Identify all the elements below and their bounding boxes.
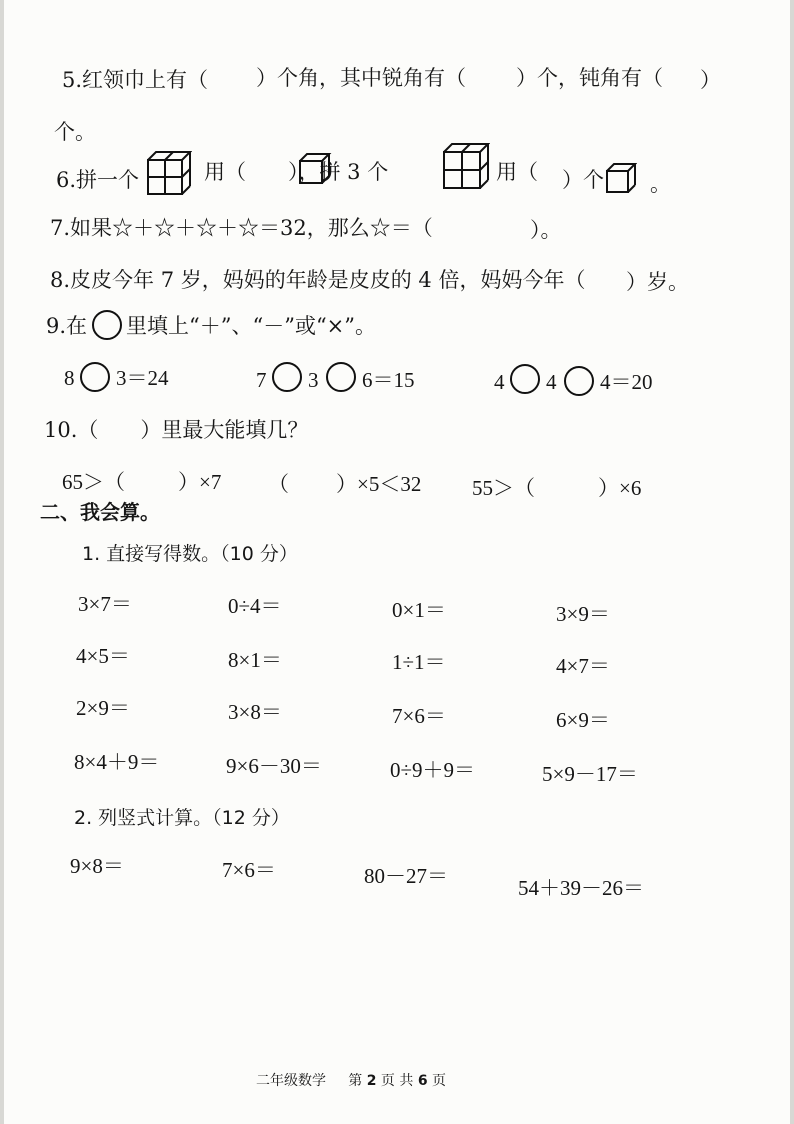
vertical-calc-item: 80－27＝ (364, 864, 448, 888)
calc-item: 0÷9＋9＝ (390, 758, 476, 782)
footer-page-number: 2 (366, 1073, 377, 1089)
q10-e1-b: ）×7 (178, 470, 222, 494)
calc-item: 8×4＋9＝ (74, 750, 160, 774)
calc-item: 7×6＝ (392, 704, 446, 728)
q9-e3-b: 4 (546, 370, 557, 394)
section2-title: 二、我会算。 (40, 500, 160, 524)
q5-text-4: ） (700, 68, 721, 92)
footer-page-mid: 页 共 (380, 1073, 414, 1089)
q6-text-4: 用（ (496, 160, 538, 184)
footer-subject: 二年级数学 (256, 1073, 326, 1089)
vertical-calc-item: 7×6＝ (222, 858, 276, 882)
small-cube-icon (298, 152, 332, 186)
q9-e1-a: 8 (64, 366, 75, 390)
answer-circle[interactable] (510, 364, 540, 394)
q9-e1-b: 3＝24 (116, 366, 169, 390)
footer-page-suffix: 页 (432, 1073, 447, 1089)
q9-e2-b: 3 (308, 368, 319, 392)
q7-text-2: ）。 (530, 218, 562, 242)
calc-item: 4×5＝ (76, 644, 130, 668)
calc-item: 3×7＝ (78, 592, 132, 616)
q9-text-1: 9.在 (46, 314, 88, 338)
q6-text-6: 。 (650, 172, 671, 196)
big-cube-icon (146, 150, 192, 196)
calc-item: 4×7＝ (556, 654, 610, 678)
calc-item: 3×9＝ (556, 602, 610, 626)
q7-text-1: 7.如果☆＋☆＋☆＋☆＝32，那么☆＝（ (50, 216, 433, 240)
q10-title: 10.（ ）里最大能填几？ (44, 418, 309, 442)
q5-text-2: ）个角，其中锐角有（ (256, 66, 466, 90)
footer-total-pages: 6 (417, 1073, 428, 1089)
q9-text-2: 里填上“＋”、“－”或“×”。 (126, 314, 377, 338)
q6-text-1: 6.拼一个 (56, 168, 140, 192)
q10-e2-a: （ (268, 472, 289, 496)
answer-circle[interactable] (326, 362, 356, 392)
calc-item: 8×1＝ (228, 648, 282, 672)
vertical-calc-item: 54＋39－26＝ (518, 876, 644, 900)
answer-circle[interactable] (272, 362, 302, 392)
q8-text-2: ）岁。 (626, 270, 689, 294)
q10-e3-b: ）×6 (598, 476, 642, 500)
q10-e2-b: ）×5＜32 (336, 472, 422, 496)
small-cube-icon (605, 162, 637, 194)
q9-e3-c: 4＝20 (600, 370, 653, 394)
q10-e3-a: 55＞（ (472, 476, 535, 500)
footer-page-prefix: 第 (348, 1073, 363, 1089)
q8-text-1: 8.皮皮今年 7 岁，妈妈的年龄是皮皮的 4 倍，妈妈今年（ (50, 268, 586, 292)
q6-text-2: 用（ (204, 160, 246, 184)
calc-item: 0×1＝ (392, 598, 446, 622)
calc-item: 2×9＝ (76, 696, 130, 720)
q9-e2-a: 7 (256, 368, 267, 392)
q6-text-5: ）个 (562, 168, 604, 192)
section2-sub1: 1. 直接写得数。（10 分） (82, 543, 298, 565)
calc-item: 3×8＝ (228, 700, 282, 724)
answer-circle[interactable] (92, 310, 122, 340)
scan-edge (0, 0, 4, 1124)
calc-item: 0÷4＝ (228, 594, 282, 618)
q6-text-3: ），拼 3 个 (288, 160, 389, 184)
vertical-calc-item: 9×8＝ (70, 854, 124, 878)
calc-item: 6×9＝ (556, 708, 610, 732)
big-cube-icon (442, 142, 490, 190)
q5-continuation: 个。 (54, 120, 96, 144)
q9-e2-c: 6＝15 (362, 368, 415, 392)
calc-item: 5×9－17＝ (542, 762, 638, 786)
section2-sub2: 2. 列竖式计算。（12 分） (74, 807, 290, 829)
answer-circle[interactable] (80, 362, 110, 392)
scan-edge (790, 0, 794, 1124)
q5-text-3: ）个，钝角有（ (516, 66, 663, 90)
q5-text-1: 5.红领巾上有（ (62, 68, 209, 92)
q9-e3-a: 4 (494, 370, 505, 394)
q10-e1-a: 65＞（ (62, 470, 125, 494)
calc-item: 9×6－30＝ (226, 754, 322, 778)
answer-circle[interactable] (564, 366, 594, 396)
page-footer (256, 1072, 446, 1090)
calc-item: 1÷1＝ (392, 650, 446, 674)
